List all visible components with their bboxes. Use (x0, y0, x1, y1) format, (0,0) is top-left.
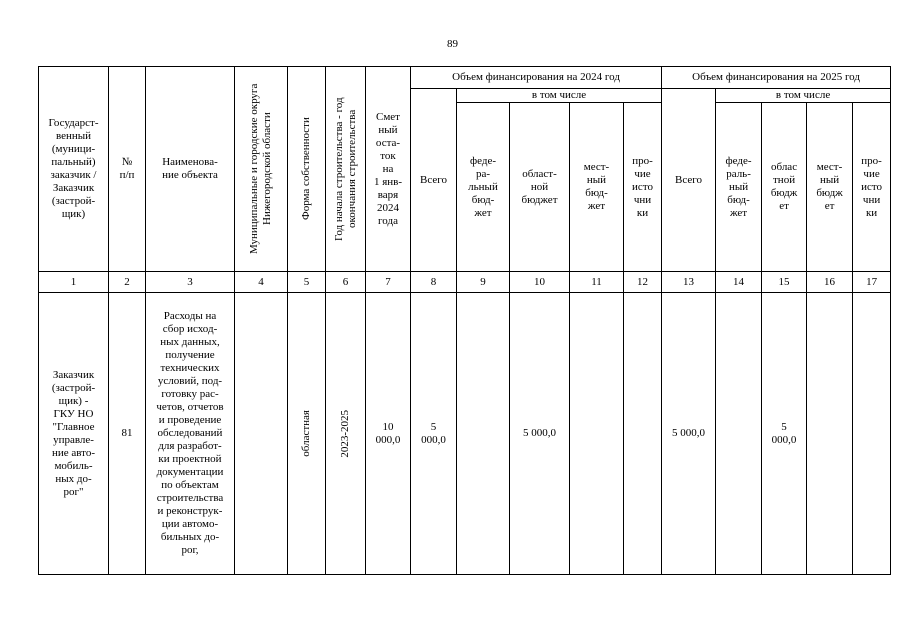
row-other-2025 (853, 293, 891, 575)
col-number: 13 (662, 272, 716, 293)
header-ownership (288, 67, 326, 272)
row-object-name: Расходы на сбор исход- ных данных, получение технических условий, под- готовку рас- четов, отчетов и проведение обследований для разработ- ки проектной документации по объектам строительства и реконструк- ции автомо- бильных до- рог, (146, 293, 235, 575)
col-number: 15 (762, 272, 807, 293)
row-num: 81 (109, 293, 146, 575)
header-funding-2025: Объем финансирования на 2025 год (662, 67, 891, 89)
header-local-2025: мест- ный бюдж ет (807, 103, 853, 272)
header-estimate: Смет ный оста- ток на 1 янв- варя 2024 года (366, 67, 411, 272)
col-number: 5 (288, 272, 326, 293)
row-local-2024 (570, 293, 624, 575)
row-customer: Заказчик (застрой- щик) - ГКУ НО "Главное управле- ние авто- мобиль- ных до- рог" (39, 293, 109, 575)
row-municipal (235, 293, 288, 575)
header-customer: Государст- венный (муници- пальный) заказчик / Заказчик (застрой- щик) (39, 67, 109, 272)
header-object-name: Наименова- ние объекта (146, 67, 235, 272)
row-years (326, 293, 366, 575)
row-regional-2024: 5 000,0 (510, 293, 570, 575)
col-number: 1 (39, 272, 109, 293)
header-funding-2024: Объем финансирования на 2024 год (411, 67, 662, 89)
row-local-2025 (807, 293, 853, 575)
row-total-2024: 5 000,0 (411, 293, 457, 575)
table-row (39, 293, 891, 575)
header-federal-2024: феде- ра- льный бюд- жет (457, 103, 510, 272)
header-local-2024: мест- ный бюд- жет (570, 103, 624, 272)
header-federal-2025: феде- раль- ный бюд- жет (716, 103, 762, 272)
header-municipal-text: Муниципальные и городские округа Нижегородской области (248, 83, 273, 255)
col-number: 8 (411, 272, 457, 293)
col-number: 14 (716, 272, 762, 293)
row-federal-2025 (716, 293, 762, 575)
col-number: 16 (807, 272, 853, 293)
header-other-2024: про- чие исто чни ки (624, 103, 662, 272)
col-number: 6 (326, 272, 366, 293)
col-number: 3 (146, 272, 235, 293)
header-row-1 (39, 67, 891, 89)
col-number: 7 (366, 272, 411, 293)
header-regional-2025: облас тной бюдж ет (762, 103, 807, 272)
header-num: № п/п (109, 67, 146, 272)
col-number: 10 (510, 272, 570, 293)
row-years-text: 2023-2025 (339, 409, 351, 458)
row-other-2024 (624, 293, 662, 575)
header-years-text: Год начала строительства - год окончания строительства (332, 97, 358, 241)
col-number: 12 (624, 272, 662, 293)
header-including-2024: в том числе (457, 89, 662, 103)
col-number: 4 (235, 272, 288, 293)
row-federal-2024 (457, 293, 510, 575)
header-municipal (235, 67, 288, 272)
row-total-2025: 5 000,0 (662, 293, 716, 575)
row-ownership-text: областная (300, 410, 312, 457)
col-number: 11 (570, 272, 624, 293)
header-total-2025: Всего (662, 89, 716, 272)
header-total-2024: Всего (411, 89, 457, 272)
column-number-row (39, 272, 891, 293)
header-other-2025: про- чие исто чни ки (853, 103, 891, 272)
header-regional-2024: област- ной бюджет (510, 103, 570, 272)
financing-table (38, 66, 891, 575)
header-including-2025: в том числе (716, 89, 891, 103)
header-years (326, 67, 366, 272)
row-regional-2025: 5 000,0 (762, 293, 807, 575)
col-number: 9 (457, 272, 510, 293)
col-number: 17 (853, 272, 891, 293)
page-number: 89 (447, 38, 458, 50)
row-estimate: 10 000,0 (366, 293, 411, 575)
col-number: 2 (109, 272, 146, 293)
row-ownership (288, 293, 326, 575)
header-ownership-text: Форма собственности (300, 117, 312, 221)
